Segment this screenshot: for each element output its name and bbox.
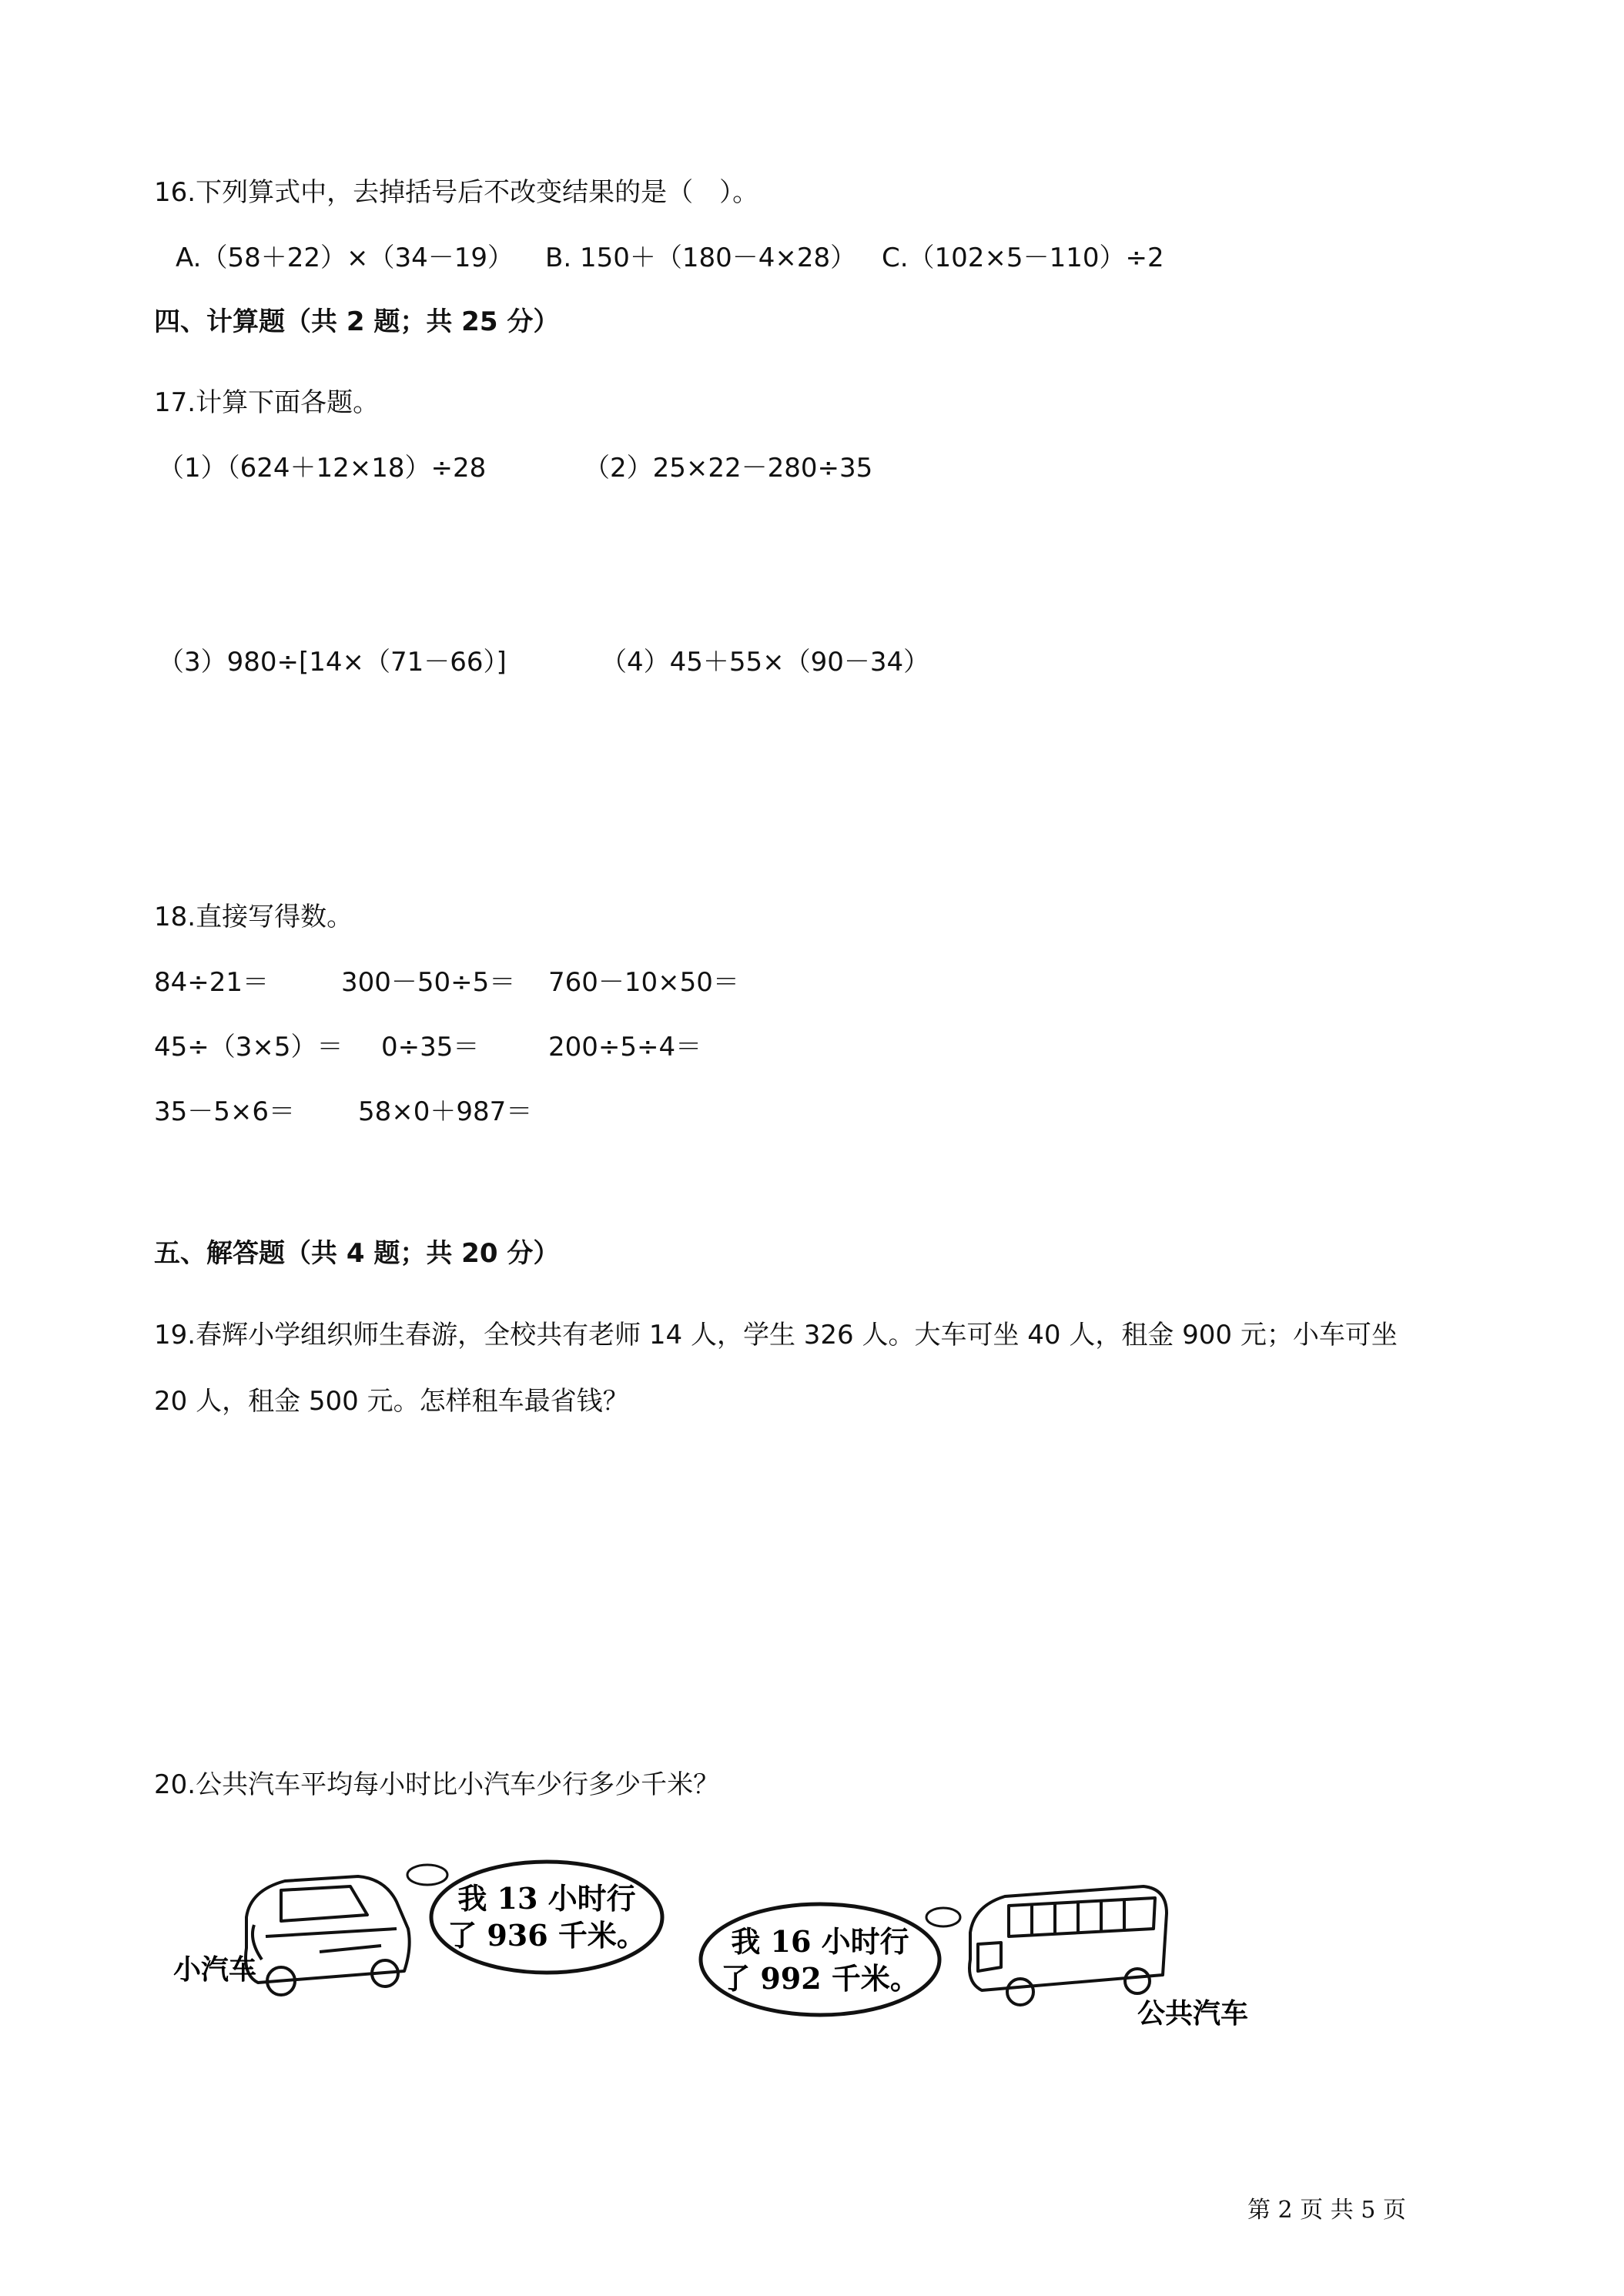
- q20-stem: 20.公共汽车平均每小时比小汽车少行多少千米？: [154, 1769, 720, 1800]
- q16-option-a: A.（58＋22）×（34－19）: [176, 243, 514, 273]
- q17-item-1: （1）（624＋12×18）÷28: [158, 453, 487, 484]
- section-4-heading: 四、计算题（共 2 题；共 25 分）: [154, 306, 560, 337]
- q19-line-1: 19.春辉小学组织师生春游，全校共有老师 14 人，学生 326 人。大车可坐 40 人，租金 900 元；小车可坐: [154, 1320, 1398, 1350]
- bus-label: 公共汽车: [1137, 1997, 1249, 2029]
- car-drawing: [246, 1876, 410, 1995]
- q17-item-2: （2）25×22－280÷35: [584, 453, 873, 484]
- q18-item: 84÷21＝: [154, 967, 270, 998]
- q17-stem: 17.计算下面各题。: [154, 387, 380, 418]
- q16-stem: 16.下列算式中，去掉括号后不改变结果的是（ ）。: [154, 177, 759, 208]
- q16-option-b: B. 150＋（180－4×28）: [545, 243, 857, 273]
- q18-item: 0÷35＝: [381, 1032, 480, 1063]
- q18-item: 58×0＋987＝: [358, 1096, 533, 1127]
- bus-bubble-line-1: 我 16 小时行: [731, 1924, 909, 1959]
- q18-item: 45÷（3×5）＝: [154, 1032, 343, 1063]
- car-bubble-line-2: 了 936 千米。: [447, 1918, 646, 1953]
- q17-item-3: （3）980÷[14×（71－66）]: [158, 647, 507, 678]
- q19-line-2: 20 人，租金 500 元。怎样租车最省钱？: [154, 1386, 629, 1417]
- q18-item: 35－5×6＝: [154, 1096, 296, 1127]
- car-thought-dot: [407, 1865, 447, 1885]
- bus-thought-dot: [926, 1908, 960, 1926]
- q18-item: 200÷5÷4＝: [548, 1032, 702, 1063]
- page-number-footer: 第 2 页 共 5 页: [1247, 2197, 1406, 2224]
- q18-stem: 18.直接写得数。: [154, 902, 353, 932]
- bus-drawing: [969, 1886, 1167, 2005]
- car-speech-bubble: [431, 1862, 662, 1973]
- q18-item: 300－50÷5＝: [341, 967, 516, 998]
- bus-speech-bubble: [701, 1904, 939, 2015]
- q16-option-c: C.（102×5－110）÷2: [882, 243, 1164, 273]
- section-5-heading: 五、解答题（共 4 题；共 20 分）: [154, 1238, 560, 1269]
- bus-bubble-line-2: 了 992 千米。: [721, 1961, 919, 1996]
- car-bubble-line-1: 我 13 小时行: [457, 1881, 636, 1916]
- q17-item-4: （4）45＋55×（90－34）: [601, 647, 930, 678]
- car-label: 小汽车: [173, 1953, 257, 1986]
- q18-item: 760－10×50＝: [548, 967, 739, 998]
- q20-illustration: [166, 1844, 1251, 2029]
